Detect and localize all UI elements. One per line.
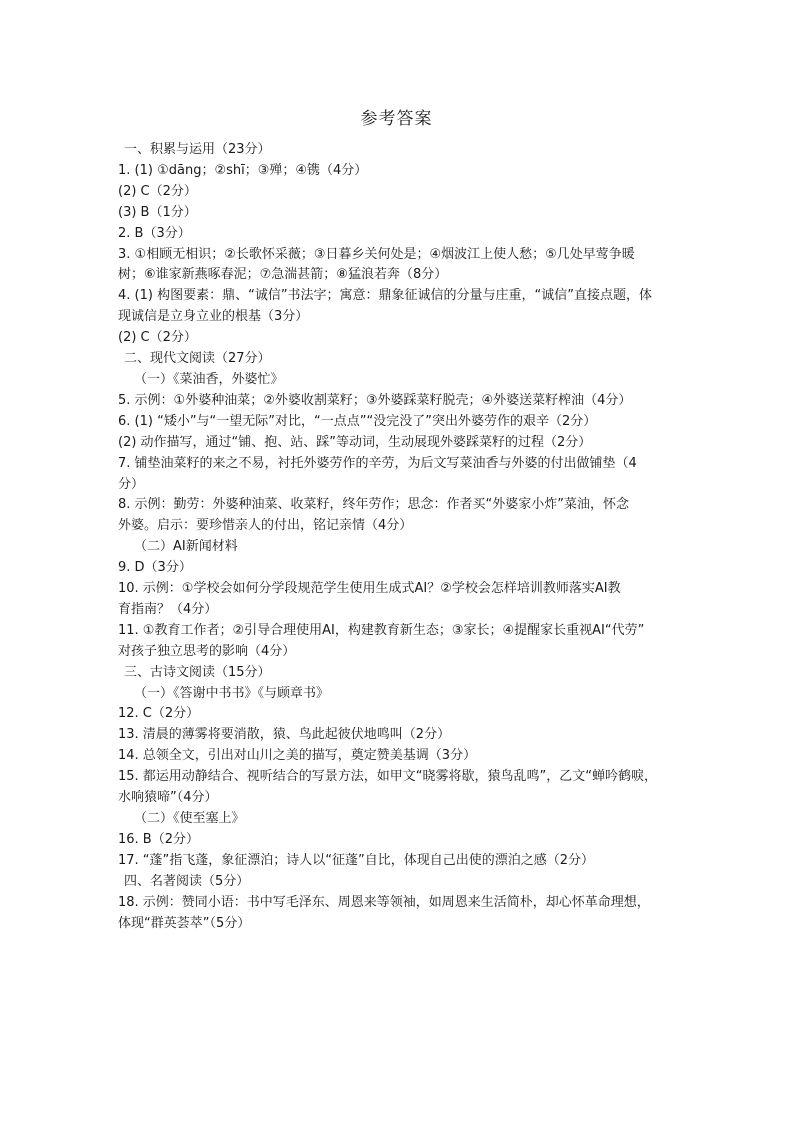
answer-line: 9. D（3分）	[118, 560, 192, 576]
section-heading: 一、积累与运用（23分）	[124, 142, 271, 157]
answer-line: (2) 动作描写，通过“铺、抱、站、踩”等动词，生动展现外婆踩菜籽的过程（2分）	[118, 434, 592, 450]
answer-line: 3. ①相顾无相识；②长歌怀采薇；③日暮乡关何处是；④烟波江上使人愁；⑤几处早莺争暖	[118, 246, 635, 262]
answer-line: (2) C（2分）	[118, 330, 197, 346]
answer-line: 4. (1) 构图要素：鼎、“诚信”书法字；寓意：鼎象征诚信的分量与庄重，“诚信”直接点题，体	[118, 288, 653, 304]
subsection-heading: （一）《答谢中书书》《与顾章书》	[134, 685, 330, 701]
answer-line: 13. 清晨的薄雾将要消散，猿、鸟此起彼伏地鸣叫（2分）	[118, 727, 451, 743]
answer-line: 8. 示例：勤劳：外婆种油菜、收菜籽，终年劳作；思念：作者买“外婆家小炸”菜油，怀念	[118, 497, 630, 513]
answer-line: 体现“群英荟萃”（5分）	[118, 915, 251, 931]
section-heading: 四、名著阅读（5分）	[124, 873, 250, 889]
answer-line: 10. 示例：①学校会如何分学段规范学生使用生成式AI？②学校会怎样培训教师落实AI教	[118, 581, 621, 597]
answer-line: 7. 铺垫油菜籽的来之不易，衬托外婆劳作的辛劳，为后文写菜油香与外婆的付出做铺垫（4	[118, 455, 637, 471]
answer-line: 育指南？（4分）	[118, 601, 218, 617]
answer-line: 17. “蓬”指飞蓬，象征漂泊；诗人以“征蓬”自比，体现自己出使的漂泊之感（2分）	[118, 852, 595, 868]
subsection-heading: （二）AI新闻材料	[134, 539, 238, 555]
answer-line: 外婆。启示：要珍惜亲人的付出，铭记亲情（4分）	[118, 518, 413, 534]
answer-line: 5. 示例：①外婆种油菜；②外婆收割菜籽；③外婆踩菜籽脱壳；④外婆送菜籽榨油（4分）	[118, 392, 632, 408]
answer-line: 分）	[118, 476, 145, 492]
section-heading: 三、古诗文阅读（15分）	[124, 664, 271, 680]
answer-line: 树；⑥谁家新燕啄春泥；⑦急湍甚箭；⑧猛浪若奔（8分）	[118, 267, 448, 283]
answer-line: 15. 都运用动静结合、视听结合的写景方法，如甲文“晓雾将歇，猿鸟乱鸣”，乙文“蝉吟鹤唳，	[118, 769, 658, 785]
answer-line: 对孩子独立思考的影响（4分）	[118, 643, 296, 659]
subsection-heading: （一）《菜油香，外婆忙》	[134, 371, 284, 387]
answer-line: 2. B（3分）	[118, 225, 191, 241]
answer-line: 12. C（2分）	[118, 706, 200, 722]
section-heading: 二、现代文阅读（27分）	[124, 351, 271, 367]
answer-line: 现诚信是立身立业的根基（3分）	[118, 309, 309, 325]
answer-line: (3) B（1分）	[118, 204, 197, 220]
answer-line: (2) C（2分）	[118, 183, 197, 199]
answer-line: 14. 总领全文，引出对山川之美的描写，奠定赞美基调（3分）	[118, 748, 477, 764]
answer-line: 16. B（2分）	[118, 831, 199, 847]
subsection-heading: （二）《使至塞上》	[134, 811, 245, 826]
page-title: 参考答案	[360, 109, 433, 129]
answer-list	[118, 140, 693, 934]
answer-line: 18. 示例：赞同小语：书中写毛泽东、周恩来等领袖，如周恩来生活简朴，却心怀革命理想，	[118, 894, 650, 910]
answer-line: 6. (1) “矮小”与“一望无际”对比，“一点点”“没完没了”突出外婆劳作的艰辛（2分）	[118, 413, 597, 429]
answer-line: 水响猿啼”（4分）	[118, 790, 218, 806]
answer-line: 1. (1) ①dāng；②shī；③殚；④镌（4分）	[118, 162, 368, 178]
answer-line: 11. ①教育工作者；②引导合理使用AI，构建教育新生态；③家长；④提醒家长重视AI“代劳”	[118, 622, 645, 638]
